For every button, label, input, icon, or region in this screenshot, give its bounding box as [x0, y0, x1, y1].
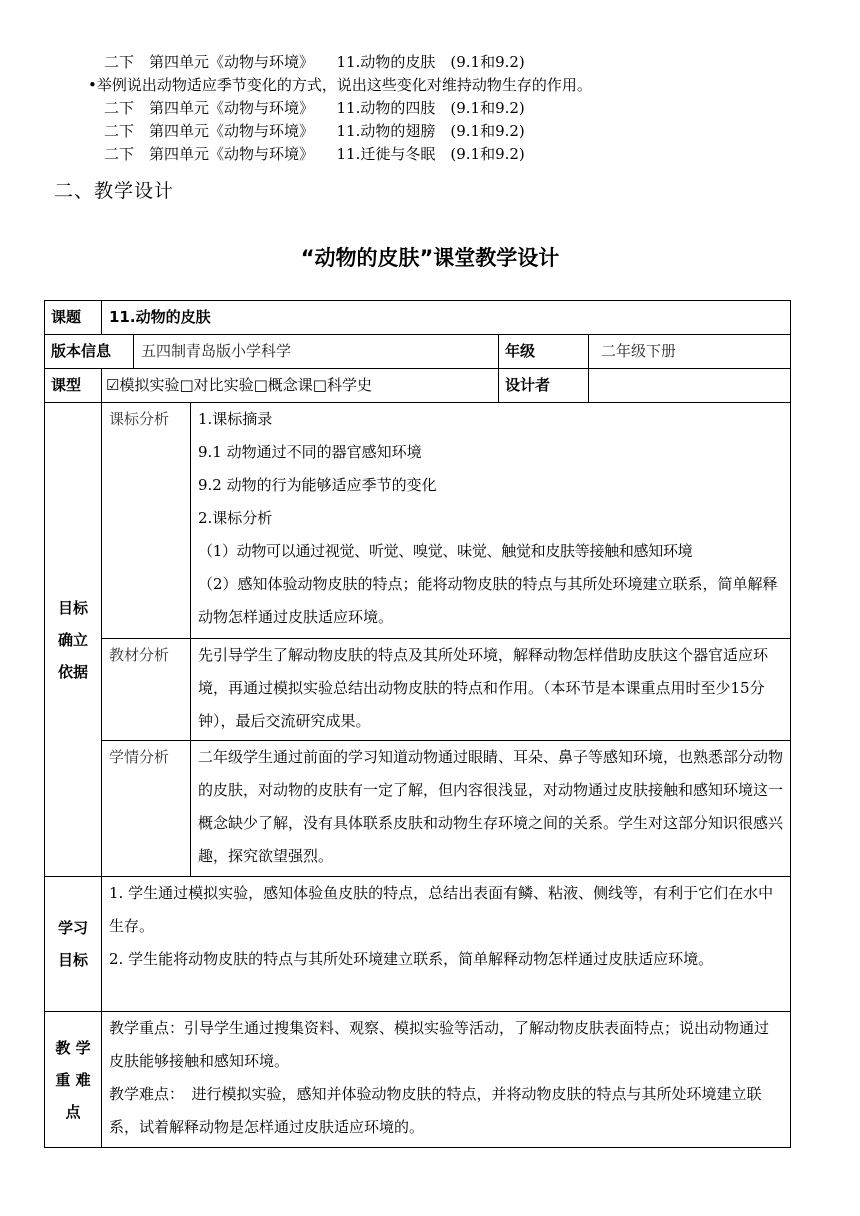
edition-label: 版本信息	[45, 335, 134, 369]
header-line-3: 二下 第四单元《动物与环境》 11.动物的四肢 (9.1和9.2)	[104, 99, 525, 117]
designer-label: 设计者	[499, 369, 589, 403]
goals-label: 学习 目标	[45, 877, 102, 1012]
type-label: 课型	[45, 369, 102, 403]
document-title: “动物的皮肤”课堂教学设计	[300, 246, 560, 270]
textbook-analysis: 先引导学生了解动物皮肤的特点及其所处环境，解释动物怎样借助皮肤这个器官适应环境，再通过模拟实验总结出动物皮肤的特点和作用。（本环节是本课重点用时至少15分钟），最后交流研究成果。	[191, 639, 791, 741]
curriculum-label: 课标分析	[102, 403, 191, 639]
student-label: 学情分析	[102, 741, 191, 877]
student-analysis: 二年级学生通过前面的学习知道动物通过眼睛、耳朵、鼻子等感知环境，也熟悉部分动物的皮肤，对动物的皮肤有一定了解，但内容很浅显，对动物通过皮肤接触和感知环境这一概念缺少了解，没有具体联系皮肤和动物生存环境之间的关系。学生对这部分知识很感兴趣，探究欲望强烈。	[191, 741, 791, 877]
topic-value: 11.动物的皮肤	[102, 301, 791, 335]
edition-value: 五四制青岛版小学科学	[134, 335, 499, 369]
keypoints-label: 教 学 重 难 点	[45, 1012, 102, 1148]
learning-goals: 1. 学生通过模拟实验，感知体验鱼皮肤的特点，总结出表面有鳞、粘液、侧线等，有利于它们在水中生存。 2. 学生能将动物皮肤的特点与其所处环境建立联系，简单解释动物怎样通过皮肤适应环境。	[102, 877, 791, 1012]
header-line-1: 二下 第四单元《动物与环境》 11.动物的皮肤 (9.1和9.2)	[104, 53, 525, 71]
grade-label: 年级	[499, 335, 589, 369]
header-line-2: •举例说出动物适应季节变化的方式，说出这些变化对维持动物生存的作用。	[88, 76, 592, 94]
curriculum-content: 1.课标摘录 9.1 动物通过不同的器官感知环境 9.2 动物的行为能够适应季节的变化 2.课标分析 （1）动物可以通过视觉、听觉、嗅觉、味觉、触觉和皮肤等接触和感知环境 （2）感知体验动物皮肤的特点；能将动物皮肤的特点与其所处环境建立联系，简单解释动物怎样通过皮肤适应环境。	[191, 403, 791, 639]
header-line-5: 二下 第四单元《动物与环境》 11.迁徙与冬眠 (9.1和9.2)	[104, 145, 525, 163]
designer-value	[589, 369, 791, 403]
lesson-design-table	[44, 300, 791, 1148]
grade-value: 二年级下册	[589, 335, 791, 369]
section-heading: 二、教学设计	[54, 180, 175, 202]
basis-label: 目标 确立 依据	[45, 403, 102, 877]
type-value: ☑模拟实验□对比实验□概念课□科学史	[102, 369, 499, 403]
textbook-label: 教材分析	[102, 639, 191, 741]
topic-label: 课题	[45, 301, 102, 335]
key-difficult-points: 教学重点：引导学生通过搜集资料、观察、模拟实验等活动，了解动物皮肤表面特点；说出动物通过皮肤能够接触和感知环境。 教学难点： 进行模拟实验，感知并体验动物皮肤的特点，并将动物皮肤的特点与其所处环境建立联系，试着解释动物是怎样通过皮肤适应环境的。	[102, 1012, 791, 1148]
header-line-4: 二下 第四单元《动物与环境》 11.动物的翅膀 (9.1和9.2)	[104, 122, 525, 140]
